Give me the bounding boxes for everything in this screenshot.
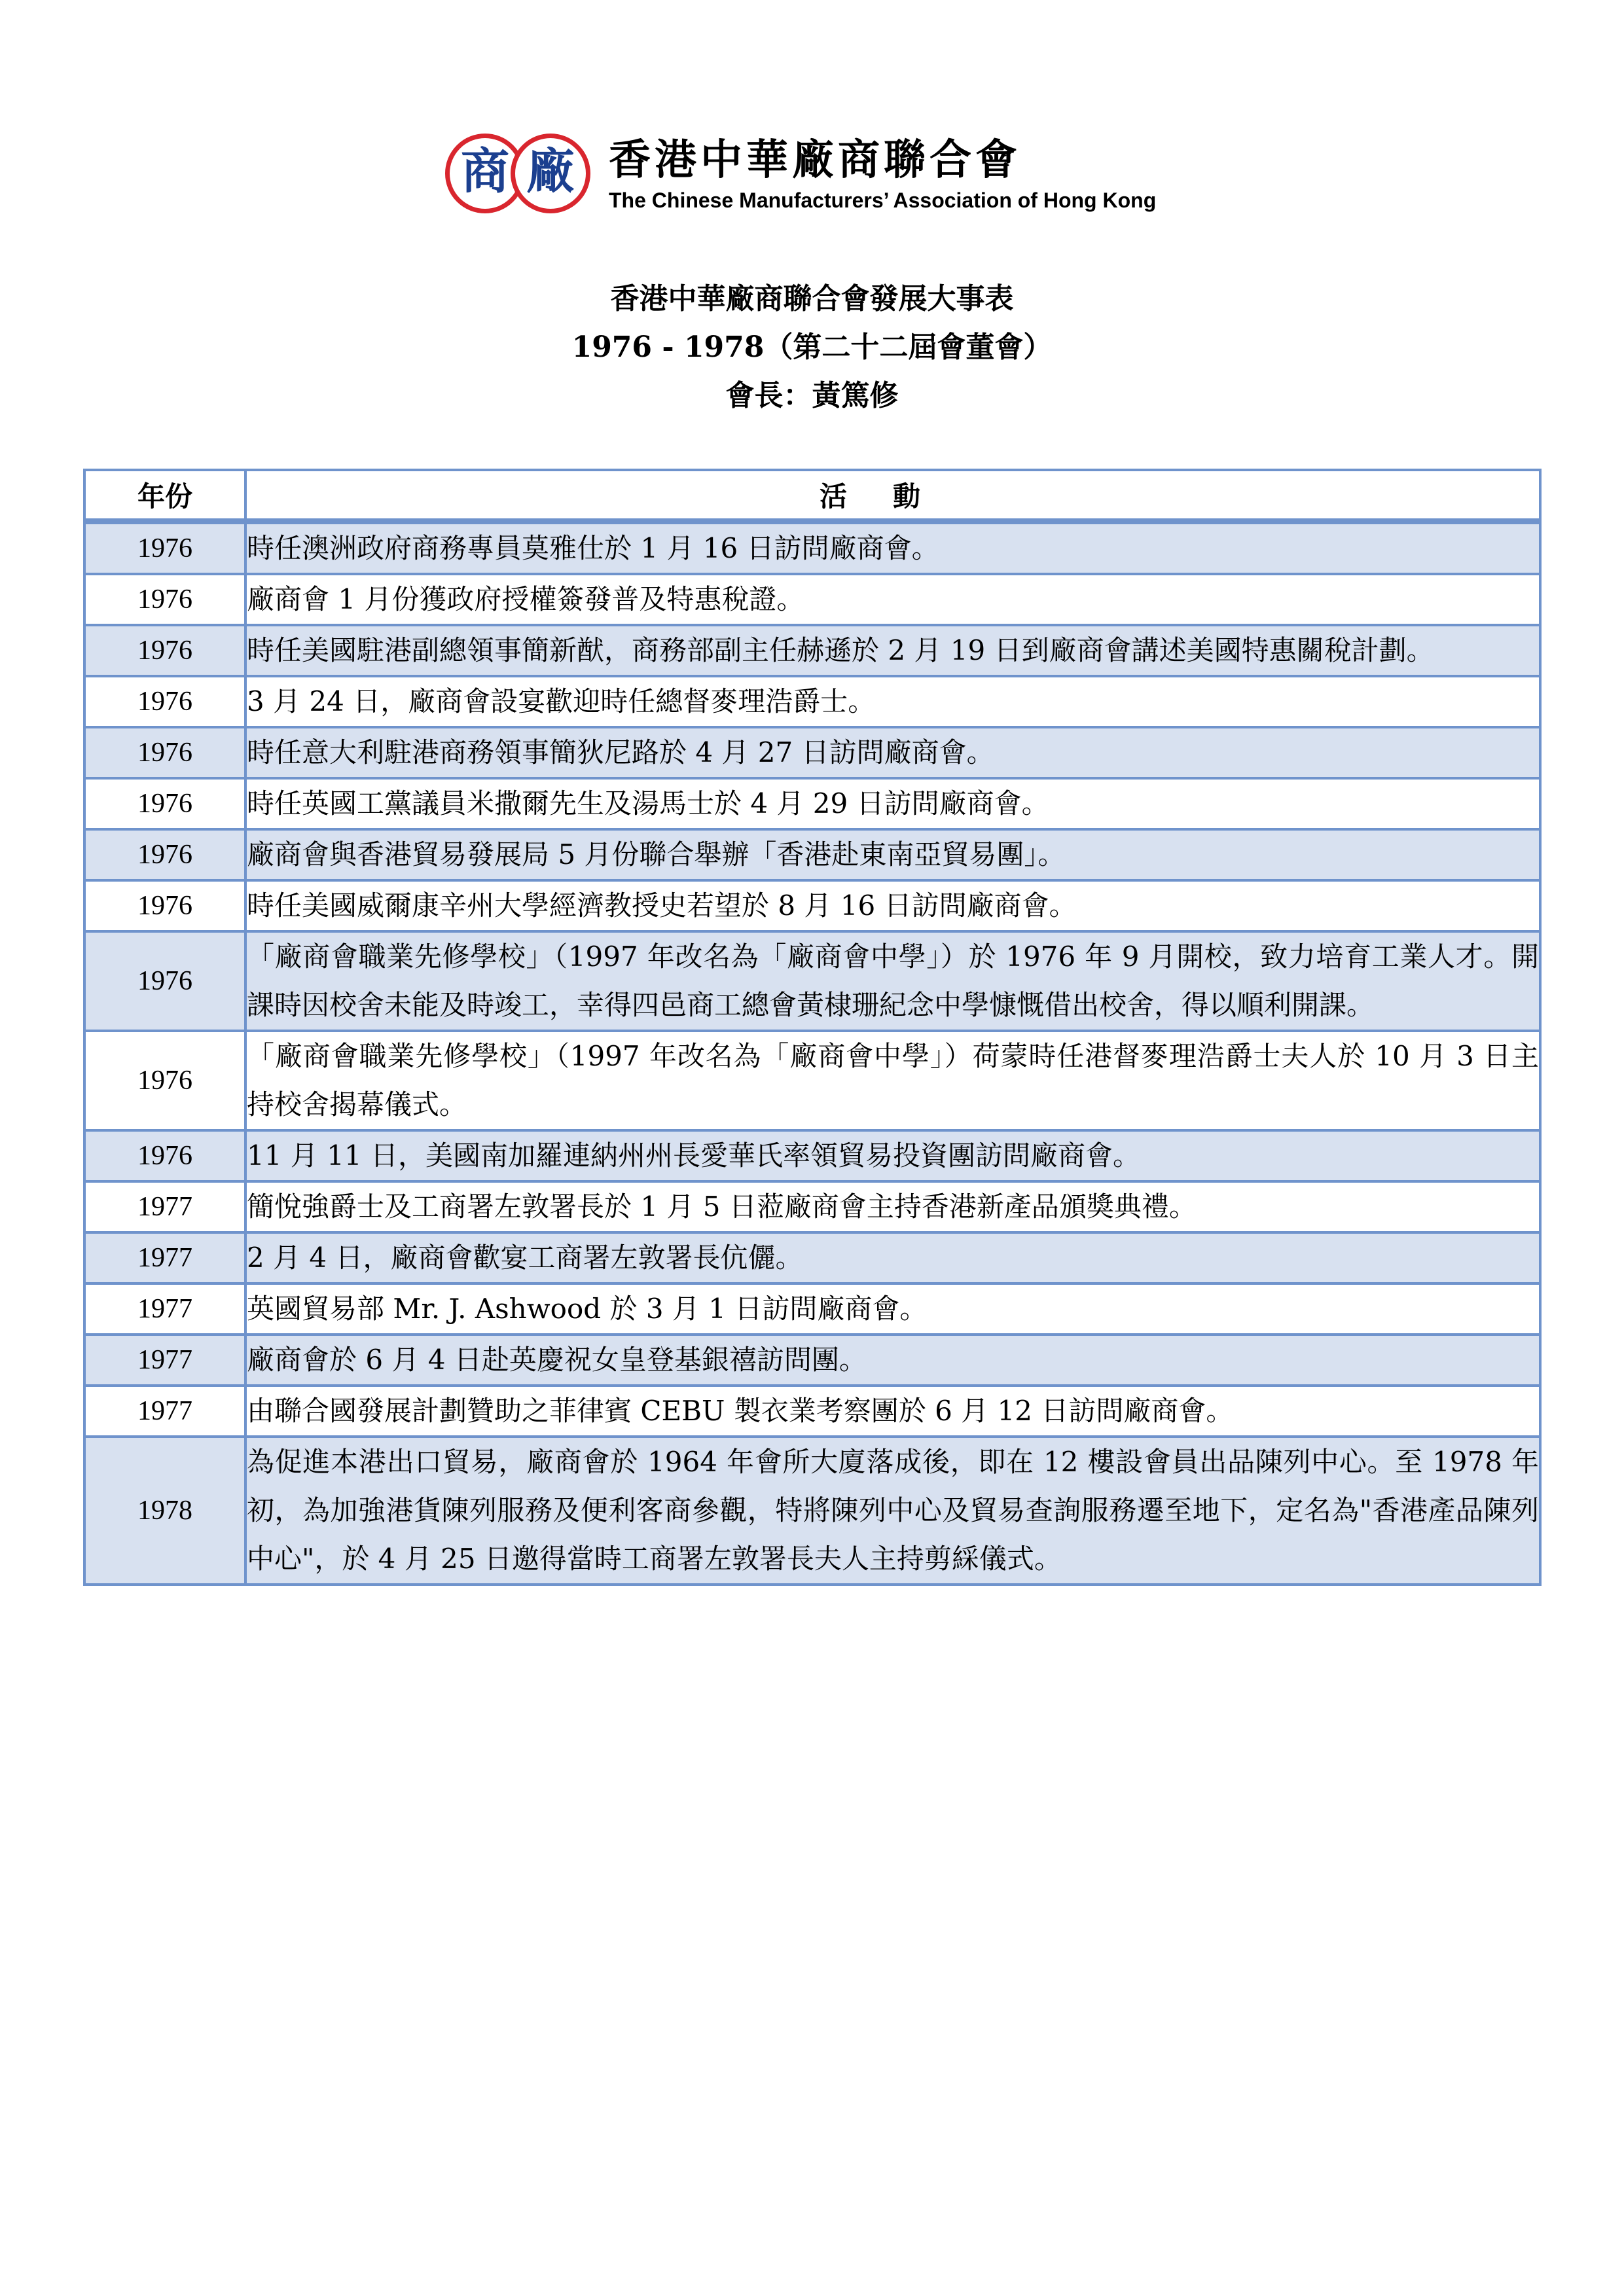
logo-emblem: [445, 131, 596, 219]
table-header-row: [84, 470, 1540, 522]
activity-cell: 簡悅強爵士及工商署左敦署長於 1 月 5 日蒞廠商會主持香港新產品頒獎典禮。: [245, 1181, 1540, 1232]
activity-column-header: 活動: [245, 470, 1540, 522]
activity-cell: 「廠商會職業先修學校」（1997 年改名為「廠商會中學」）於 1976 年 9 月開校，致力培育工業人才。開課時因校舍未能及時竣工，幸得四邑商工總會黃棣珊紀念中學慷慨借出校舍，得以順利開課。: [245, 931, 1540, 1031]
activity-cell: 時任澳洲政府商務專員莫雅仕於 1 月 16 日訪問廠商會。: [245, 522, 1540, 575]
document-chairman: 會長：黃篤修: [725, 379, 899, 412]
table-body: [84, 522, 1540, 1585]
year-cell: 1978: [84, 1437, 245, 1585]
table-row: [84, 931, 1540, 1031]
year-cell: 1976: [84, 880, 245, 931]
org-name-en: The Chinese Manufacturers’ Association of Hong Kong: [609, 188, 1157, 212]
table-row: [84, 522, 1540, 575]
document-period: 1976 - 1978（第二十二屆會董會）: [571, 331, 1053, 364]
year-cell: 1976: [84, 931, 245, 1031]
activity-cell: 2 月 4 日，廠商會歡宴工商署左敦署長伉儷。: [245, 1232, 1540, 1283]
activity-cell: 廠商會 1 月份獲政府授權簽發普及特惠稅證。: [245, 574, 1540, 625]
document-title: 香港中華廠商聯合會發展大事表: [610, 282, 1014, 315]
org-logo: [445, 131, 1156, 219]
year-cell: 1976: [84, 574, 245, 625]
activity-cell: 英國貿易部 Mr. J. Ashwood 於 3 月 1 日訪問廠商會。: [245, 1283, 1540, 1335]
year-cell: 1977: [84, 1283, 245, 1335]
year-cell: 1977: [84, 1386, 245, 1437]
year-cell: 1976: [84, 676, 245, 727]
table-row: [84, 829, 1540, 880]
table-row: [84, 1386, 1540, 1437]
year-cell: 1976: [84, 1130, 245, 1181]
table-row: [84, 727, 1540, 778]
table-row: [84, 1283, 1540, 1335]
activity-cell: 3 月 24 日，廠商會設宴歡迎時任總督麥理浩爵士。: [245, 676, 1540, 727]
logo-char-right: 廠: [526, 143, 575, 200]
document-titles: [0, 275, 1624, 420]
year-cell: 1977: [84, 1181, 245, 1232]
year-cell: 1976: [84, 522, 245, 575]
activity-cell: 廠商會於 6 月 4 日赴英慶祝女皇登基銀禧訪問團。: [245, 1335, 1540, 1386]
table-row: [84, 1130, 1540, 1181]
table-row: [84, 625, 1540, 676]
logo-text: [609, 137, 1156, 213]
year-cell: 1976: [84, 625, 245, 676]
table-row: [84, 574, 1540, 625]
table-row: [84, 1232, 1540, 1283]
logo-char-left: 商: [461, 143, 509, 200]
activity-cell: 時任意大利駐港商務領事簡狄尼路於 4 月 27 日訪問廠商會。: [245, 727, 1540, 778]
table-row: [84, 1437, 1540, 1585]
table-row: [84, 1335, 1540, 1386]
year-cell: 1977: [84, 1232, 245, 1283]
year-cell: 1976: [84, 829, 245, 880]
table-row: [84, 1181, 1540, 1232]
activity-cell: 11 月 11 日，美國南加羅連納州州長愛華氏率領貿易投資團訪問廠商會。: [245, 1130, 1540, 1181]
table-row: [84, 880, 1540, 931]
table-row: [84, 1031, 1540, 1130]
year-cell: 1977: [84, 1335, 245, 1386]
org-name-zh: 香港中華廠商聯合會: [609, 135, 1021, 185]
table-row: [84, 778, 1540, 829]
activity-cell: 時任美國駐港副總領事簡新猷，商務部副主任赫遜於 2 月 19 日到廠商會講述美國特惠關稅計劃。: [245, 625, 1540, 676]
year-cell: 1976: [84, 1031, 245, 1130]
activity-cell: 「廠商會職業先修學校」（1997 年改名為「廠商會中學」）荷蒙時任港督麥理浩爵士夫人於 10 月 3 日主持校舍揭幕儀式。: [245, 1031, 1540, 1130]
year-cell: 1976: [84, 778, 245, 829]
year-column-header: 年份: [84, 470, 245, 522]
activity-cell: 時任英國工黨議員米撒爾先生及湯馬士於 4 月 29 日訪問廠商會。: [245, 778, 1540, 829]
year-cell: 1976: [84, 727, 245, 778]
activity-cell: 為促進本港出口貿易，廠商會於 1964 年會所大廈落成後，即在 12 樓設會員出品陳列中心。至 1978 年初，為加強港貨陳列服務及便利客商參觀，特將陳列中心及貿易查詢服務遷至地下，定名為"香港產品陳列中心"，於 4 月 25 日邀得當時工商署左敦署長夫人主持剪綵儀式。: [245, 1437, 1540, 1585]
activity-cell: 時任美國威爾康辛州大學經濟教授史若望於 8 月 16 日訪問廠商會。: [245, 880, 1540, 931]
activity-cell: 由聯合國發展計劃贊助之菲律賓 CEBU 製衣業考察團於 6 月 12 日訪問廠商會。: [245, 1386, 1540, 1437]
events-table: [83, 469, 1542, 1586]
table-row: [84, 676, 1540, 727]
activity-cell: 廠商會與香港貿易發展局 5 月份聯合舉辦「香港赴東南亞貿易團」。: [245, 829, 1540, 880]
